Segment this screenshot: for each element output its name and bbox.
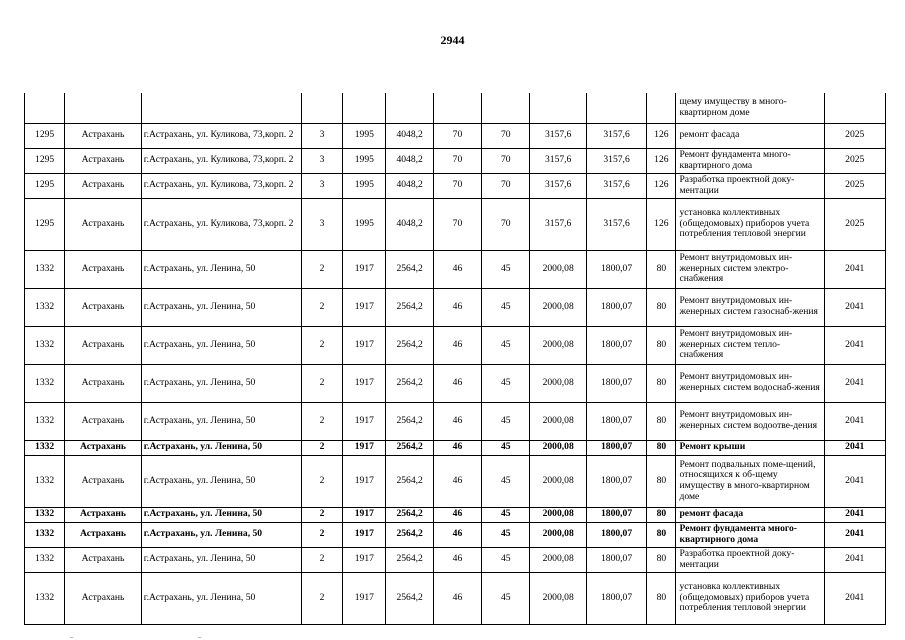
table-row bbox=[25, 148, 886, 173]
cell-city: Астрахань bbox=[65, 522, 142, 547]
cell-value-1: 46 bbox=[433, 440, 481, 455]
cell-residents: 126 bbox=[647, 123, 676, 148]
cell-value-2: 45 bbox=[482, 440, 530, 455]
scan-artifact bbox=[70, 637, 73, 638]
cell-value-1: 46 bbox=[433, 455, 481, 507]
cell-residents: 80 bbox=[647, 288, 676, 326]
table-row bbox=[25, 522, 886, 547]
cell-value-1: 70 bbox=[433, 148, 481, 173]
cell-city: Астрахань bbox=[65, 402, 142, 440]
scan-artifact bbox=[198, 637, 201, 638]
cell-cost-1: 2000,08 bbox=[530, 522, 586, 547]
cell-residents: 80 bbox=[647, 522, 676, 547]
cell-work-type: щему имуществу в много-квартирном доме bbox=[676, 93, 824, 123]
cell-due-year: 2025 bbox=[824, 123, 886, 148]
cell-house-number: 1295 bbox=[25, 123, 65, 148]
cell-value-2: 45 bbox=[482, 455, 530, 507]
cell-city: Астрахань bbox=[65, 547, 142, 572]
table-row bbox=[25, 547, 886, 572]
cell-residents: 80 bbox=[647, 455, 676, 507]
cell-residents: 80 bbox=[647, 250, 676, 288]
table-row bbox=[25, 440, 886, 455]
table-row bbox=[25, 326, 886, 364]
cell-house-number bbox=[25, 93, 65, 123]
cell-year-built bbox=[343, 93, 386, 123]
cell-year-built: 1917 bbox=[343, 547, 386, 572]
cell-value-2: 45 bbox=[482, 250, 530, 288]
cell-residents: 126 bbox=[647, 198, 676, 250]
cell-house-number: 1332 bbox=[25, 402, 65, 440]
cell-due-year: 2041 bbox=[824, 364, 886, 402]
cell-floors: 2 bbox=[301, 507, 342, 522]
cell-city: Астрахань bbox=[65, 572, 142, 624]
cell-due-year: 2041 bbox=[824, 440, 886, 455]
cell-cost-2: 1800,07 bbox=[586, 572, 646, 624]
cell-residents: 80 bbox=[647, 364, 676, 402]
cell-address: г.Астрахань, ул. Ленина, 50 bbox=[141, 547, 301, 572]
cell-cost-1: 3157,6 bbox=[530, 123, 586, 148]
cell-work-type: Ремонт крыши bbox=[676, 440, 824, 455]
cell-total-area: 2564,2 bbox=[386, 250, 433, 288]
cell-city: Астрахань bbox=[65, 148, 142, 173]
cell-value-1: 70 bbox=[433, 123, 481, 148]
cell-city: Астрахань bbox=[65, 507, 142, 522]
table-row bbox=[25, 364, 886, 402]
cell-address bbox=[141, 93, 301, 123]
cell-house-number: 1332 bbox=[25, 547, 65, 572]
cell-cost-2: 1800,07 bbox=[586, 288, 646, 326]
cell-house-number: 1332 bbox=[25, 364, 65, 402]
cell-work-type: установка коллективных (общедомовых) приборов учета потребления тепловой энергии bbox=[676, 572, 824, 624]
cell-due-year: 2025 bbox=[824, 198, 886, 250]
table-row bbox=[25, 93, 886, 123]
cell-cost-1: 3157,6 bbox=[530, 198, 586, 250]
cell-value-1: 46 bbox=[433, 547, 481, 572]
table-row bbox=[25, 572, 886, 624]
cell-cost-1: 2000,08 bbox=[530, 364, 586, 402]
register-table bbox=[24, 93, 886, 625]
cell-year-built: 1917 bbox=[343, 455, 386, 507]
page-number: 2944 bbox=[440, 33, 465, 47]
cell-address: г.Астрахань, ул. Ленина, 50 bbox=[141, 288, 301, 326]
cell-due-year: 2041 bbox=[824, 547, 886, 572]
cell-work-type: Ремонт внутридомовых ин-женерных систем тепло-снабжения bbox=[676, 326, 824, 364]
table-row bbox=[25, 288, 886, 326]
cell-house-number: 1295 bbox=[25, 198, 65, 250]
cell-residents: 80 bbox=[647, 572, 676, 624]
cell-house-number: 1332 bbox=[25, 326, 65, 364]
cell-cost-1: 3157,6 bbox=[530, 148, 586, 173]
cell-cost-1: 2000,08 bbox=[530, 455, 586, 507]
cell-year-built: 1917 bbox=[343, 250, 386, 288]
cell-total-area: 4048,2 bbox=[386, 148, 433, 173]
cell-address: г.Астрахань, ул. Ленина, 50 bbox=[141, 522, 301, 547]
cell-due-year: 2025 bbox=[824, 148, 886, 173]
cell-cost-2: 3157,6 bbox=[586, 198, 646, 250]
cell-year-built: 1917 bbox=[343, 440, 386, 455]
cell-city: Астрахань bbox=[65, 440, 142, 455]
cell-total-area: 2564,2 bbox=[386, 455, 433, 507]
cell-floors: 2 bbox=[301, 288, 342, 326]
table-row bbox=[25, 173, 886, 198]
cell-value-2: 45 bbox=[482, 572, 530, 624]
cell-due-year: 2041 bbox=[824, 326, 886, 364]
cell-year-built: 1917 bbox=[343, 364, 386, 402]
cell-value-2: 70 bbox=[482, 173, 530, 198]
cell-work-type: Ремонт фундамента много-квартирного дома bbox=[676, 148, 824, 173]
cell-total-area: 2564,2 bbox=[386, 364, 433, 402]
cell-value-1: 70 bbox=[433, 198, 481, 250]
cell-year-built: 1995 bbox=[343, 148, 386, 173]
cell-address: г.Астрахань, ул. Ленина, 50 bbox=[141, 402, 301, 440]
cell-floors: 2 bbox=[301, 364, 342, 402]
cell-due-year: 2041 bbox=[824, 572, 886, 624]
cell-due-year: 2041 bbox=[824, 455, 886, 507]
cell-due-year: 2025 bbox=[824, 173, 886, 198]
cell-city: Астрахань bbox=[65, 173, 142, 198]
cell-total-area: 2564,2 bbox=[386, 440, 433, 455]
cell-address: г.Астрахань, ул. Куликова, 73,корп. 2 bbox=[141, 173, 301, 198]
cell-residents bbox=[647, 93, 676, 123]
cell-house-number: 1295 bbox=[25, 148, 65, 173]
cell-total-area: 4048,2 bbox=[386, 198, 433, 250]
cell-floors: 2 bbox=[301, 455, 342, 507]
cell-city: Астрахань bbox=[65, 123, 142, 148]
cell-city: Астрахань bbox=[65, 455, 142, 507]
table-row bbox=[25, 507, 886, 522]
cell-cost-1: 2000,08 bbox=[530, 507, 586, 522]
cell-value-2: 45 bbox=[482, 507, 530, 522]
cell-value-1: 46 bbox=[433, 288, 481, 326]
cell-work-type: Ремонт фундамента много-квартирного дома bbox=[676, 522, 824, 547]
cell-cost-1: 2000,08 bbox=[530, 250, 586, 288]
table-row bbox=[25, 198, 886, 250]
cell-work-type: Ремонт подвальных поме-щений, относящихся к об-щему имуществу в много-квартирном доме bbox=[676, 455, 824, 507]
cell-value-2: 45 bbox=[482, 402, 530, 440]
cell-cost-1: 3157,6 bbox=[530, 173, 586, 198]
cell-value-1: 46 bbox=[433, 522, 481, 547]
cell-cost-1: 2000,08 bbox=[530, 288, 586, 326]
cell-cost-2: 1800,07 bbox=[586, 455, 646, 507]
cell-address: г.Астрахань, ул. Ленина, 50 bbox=[141, 572, 301, 624]
cell-residents: 80 bbox=[647, 326, 676, 364]
cell-cost-1: 2000,08 bbox=[530, 547, 586, 572]
cell-cost-1: 2000,08 bbox=[530, 440, 586, 455]
cell-due-year: 2041 bbox=[824, 402, 886, 440]
cell-work-type: установка коллективных (общедомовых) приборов учета потребления тепловой энергии bbox=[676, 198, 824, 250]
cell-cost-2: 1800,07 bbox=[586, 364, 646, 402]
cell-total-area: 2564,2 bbox=[386, 522, 433, 547]
cell-address: г.Астрахань, ул. Ленина, 50 bbox=[141, 440, 301, 455]
cell-house-number: 1332 bbox=[25, 522, 65, 547]
cell-value-1 bbox=[433, 93, 481, 123]
cell-work-type: Ремонт внутридомовых ин-женерных систем водоснаб-жения bbox=[676, 364, 824, 402]
cell-total-area: 2564,2 bbox=[386, 326, 433, 364]
cell-address: г.Астрахань, ул. Куликова, 73,корп. 2 bbox=[141, 148, 301, 173]
cell-address: г.Астрахань, ул. Куликова, 73,корп. 2 bbox=[141, 123, 301, 148]
cell-year-built: 1995 bbox=[343, 198, 386, 250]
cell-due-year: 2041 bbox=[824, 522, 886, 547]
cell-city: Астрахань bbox=[65, 250, 142, 288]
cell-residents: 80 bbox=[647, 547, 676, 572]
cell-floors: 3 bbox=[301, 148, 342, 173]
cell-house-number: 1332 bbox=[25, 507, 65, 522]
cell-house-number: 1332 bbox=[25, 250, 65, 288]
cell-floors: 2 bbox=[301, 402, 342, 440]
cell-total-area: 2564,2 bbox=[386, 547, 433, 572]
cell-year-built: 1917 bbox=[343, 572, 386, 624]
cell-residents: 126 bbox=[647, 148, 676, 173]
cell-work-type: ремонт фасада bbox=[676, 123, 824, 148]
cell-cost-2: 1800,07 bbox=[586, 402, 646, 440]
cell-total-area: 2564,2 bbox=[386, 572, 433, 624]
cell-value-2: 70 bbox=[482, 148, 530, 173]
cell-address: г.Астрахань, ул. Ленина, 50 bbox=[141, 455, 301, 507]
cell-cost-1: 2000,08 bbox=[530, 572, 586, 624]
cell-year-built: 1917 bbox=[343, 288, 386, 326]
cell-due-year bbox=[824, 93, 886, 123]
cell-total-area bbox=[386, 93, 433, 123]
cell-floors: 3 bbox=[301, 123, 342, 148]
cell-value-1: 46 bbox=[433, 326, 481, 364]
cell-floors: 3 bbox=[301, 173, 342, 198]
cell-due-year: 2041 bbox=[824, 250, 886, 288]
cell-total-area: 4048,2 bbox=[386, 173, 433, 198]
cell-city bbox=[65, 93, 142, 123]
cell-floors: 2 bbox=[301, 326, 342, 364]
cell-floors: 2 bbox=[301, 547, 342, 572]
cell-year-built: 1917 bbox=[343, 326, 386, 364]
cell-value-2: 70 bbox=[482, 123, 530, 148]
register-table-body bbox=[25, 93, 886, 624]
cell-work-type: Разработка проектной доку-ментации bbox=[676, 547, 824, 572]
cell-cost-2: 3157,6 bbox=[586, 148, 646, 173]
cell-address: г.Астрахань, ул. Куликова, 73,корп. 2 bbox=[141, 198, 301, 250]
cell-value-2: 45 bbox=[482, 364, 530, 402]
cell-floors bbox=[301, 93, 342, 123]
cell-work-type: Ремонт внутридомовых ин-женерных систем водоотве-дения bbox=[676, 402, 824, 440]
cell-floors: 2 bbox=[301, 572, 342, 624]
cell-work-type: ремонт фасада bbox=[676, 507, 824, 522]
cell-value-1: 46 bbox=[433, 364, 481, 402]
cell-year-built: 1917 bbox=[343, 507, 386, 522]
cell-value-2: 45 bbox=[482, 547, 530, 572]
table-row bbox=[25, 402, 886, 440]
cell-due-year: 2041 bbox=[824, 507, 886, 522]
cell-residents: 80 bbox=[647, 440, 676, 455]
cell-city: Астрахань bbox=[65, 198, 142, 250]
cell-cost-2: 1800,07 bbox=[586, 547, 646, 572]
cell-value-2: 70 bbox=[482, 198, 530, 250]
cell-due-year: 2041 bbox=[824, 288, 886, 326]
cell-cost-1 bbox=[530, 93, 586, 123]
cell-total-area: 2564,2 bbox=[386, 288, 433, 326]
cell-year-built: 1917 bbox=[343, 522, 386, 547]
cell-work-type: Ремонт внутридомовых ин-женерных систем электро-снабжения bbox=[676, 250, 824, 288]
cell-house-number: 1332 bbox=[25, 440, 65, 455]
cell-residents: 80 bbox=[647, 507, 676, 522]
cell-cost-2: 3157,6 bbox=[586, 173, 646, 198]
table-row bbox=[25, 250, 886, 288]
cell-address: г.Астрахань, ул. Ленина, 50 bbox=[141, 250, 301, 288]
cell-year-built: 1995 bbox=[343, 173, 386, 198]
cell-floors: 3 bbox=[301, 198, 342, 250]
cell-house-number: 1332 bbox=[25, 288, 65, 326]
cell-value-1: 46 bbox=[433, 572, 481, 624]
cell-city: Астрахань bbox=[65, 364, 142, 402]
cell-value-1: 70 bbox=[433, 173, 481, 198]
cell-value-1: 46 bbox=[433, 402, 481, 440]
cell-residents: 80 bbox=[647, 402, 676, 440]
table-row bbox=[25, 455, 886, 507]
cell-address: г.Астрахань, ул. Ленина, 50 bbox=[141, 326, 301, 364]
cell-value-2: 45 bbox=[482, 522, 530, 547]
cell-floors: 2 bbox=[301, 522, 342, 547]
table-row bbox=[25, 123, 886, 148]
cell-cost-2: 1800,07 bbox=[586, 326, 646, 364]
cell-work-type: Разработка проектной доку-ментации bbox=[676, 173, 824, 198]
cell-cost-2: 3157,6 bbox=[586, 123, 646, 148]
cell-value-2: 45 bbox=[482, 288, 530, 326]
cell-cost-2: 1800,07 bbox=[586, 522, 646, 547]
cell-address: г.Астрахань, ул. Ленина, 50 bbox=[141, 507, 301, 522]
cell-total-area: 2564,2 bbox=[386, 507, 433, 522]
cell-cost-2 bbox=[586, 93, 646, 123]
cell-city: Астрахань bbox=[65, 288, 142, 326]
cell-address: г.Астрахань, ул. Ленина, 50 bbox=[141, 364, 301, 402]
cell-value-2: 45 bbox=[482, 326, 530, 364]
cell-cost-2: 1800,07 bbox=[586, 507, 646, 522]
cell-year-built: 1917 bbox=[343, 402, 386, 440]
cell-cost-2: 1800,07 bbox=[586, 250, 646, 288]
cell-cost-2: 1800,07 bbox=[586, 440, 646, 455]
cell-work-type: Ремонт внутридомовых ин-женерных систем газоснаб-жения bbox=[676, 288, 824, 326]
cell-house-number: 1332 bbox=[25, 572, 65, 624]
cell-total-area: 4048,2 bbox=[386, 123, 433, 148]
cell-floors: 2 bbox=[301, 440, 342, 455]
cell-total-area: 2564,2 bbox=[386, 402, 433, 440]
cell-value-2 bbox=[482, 93, 530, 123]
cell-city: Астрахань bbox=[65, 326, 142, 364]
cell-value-1: 46 bbox=[433, 507, 481, 522]
cell-cost-1: 2000,08 bbox=[530, 402, 586, 440]
cell-year-built: 1995 bbox=[343, 123, 386, 148]
cell-floors: 2 bbox=[301, 250, 342, 288]
cell-value-1: 46 bbox=[433, 250, 481, 288]
cell-cost-1: 2000,08 bbox=[530, 326, 586, 364]
cell-house-number: 1295 bbox=[25, 173, 65, 198]
cell-residents: 126 bbox=[647, 173, 676, 198]
cell-house-number: 1332 bbox=[25, 455, 65, 507]
